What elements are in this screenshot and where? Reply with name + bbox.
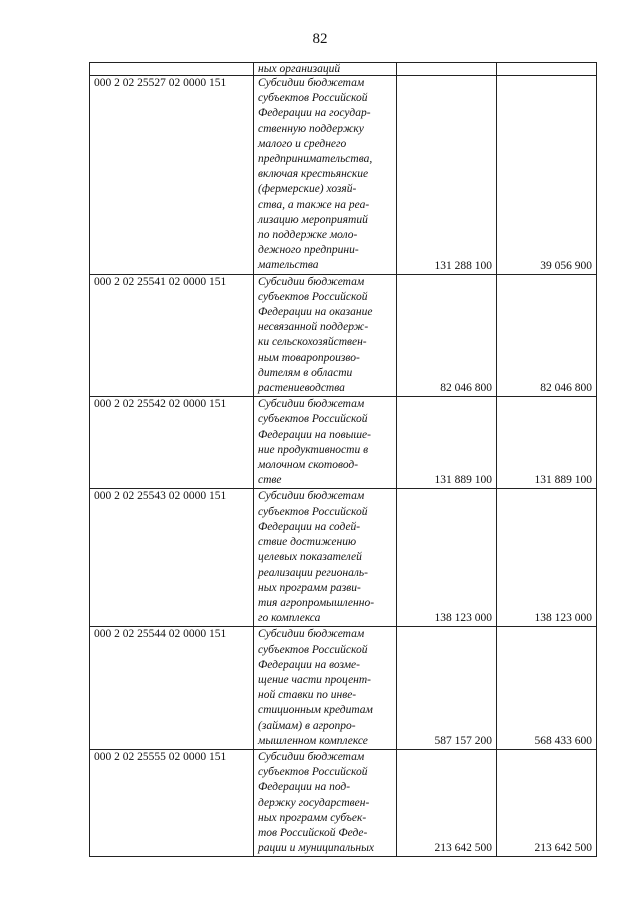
value2-cell: 39 056 900 [497,76,597,275]
value2-cell [497,63,597,76]
value2-cell: 213 642 500 [497,749,597,856]
code-cell: 000 2 02 25527 02 0000 151 [90,76,254,275]
value1-cell [397,63,497,76]
table-row [90,274,597,397]
value2-cell: 568 433 600 [497,627,597,750]
name-cell: Субсидии бюджетам субъектов Российской Федерации на оказание несвязанной поддерж- ки сельскохозяйствен- ным товаропроизво- дителям в области растениеводства [254,274,397,397]
value2-cell: 138 123 000 [497,489,597,627]
table-row [90,489,597,627]
value1-cell: 131 288 100 [397,76,497,275]
name-cell: Субсидии бюджетам субъектов Российской Федерации на содей- ствие достижению целевых показателей реализации региональ- ных программ разви- тия агропромышленно- го комплекса [254,489,397,627]
table-row [90,76,597,275]
name-cell: Субсидии бюджетам субъектов Российской Федерации на государ- ственную поддержку малого и среднего предпринимательства, включая крестьянские (фермерские) хозяй- ства, а также на реа- лизацию мероприятий по поддержке моло- дежного предприни- мательства [254,76,397,275]
table-row [90,397,597,489]
value1-cell: 213 642 500 [397,749,497,856]
budget-table [89,62,597,857]
name-cell: ных организаций [254,63,397,76]
code-cell: 000 2 02 25541 02 0000 151 [90,274,254,397]
value1-cell: 131 889 100 [397,397,497,489]
page-number: 82 [312,31,328,47]
name-cell: Субсидии бюджетам субъектов Российской Федерации на возме- щение части процент- ной ставки по инве- стиционным кредитам (займам) в агропро- мышленном комплексе [254,627,397,750]
code-cell: 000 2 02 25542 02 0000 151 [90,397,254,489]
value1-cell: 587 157 200 [397,627,497,750]
name-cell: Субсидии бюджетам субъектов Российской Федерации на под- держку государствен- ных программ субъек- тов Российской Феде- рации и муниципальных [254,749,397,856]
value2-cell: 131 889 100 [497,397,597,489]
value1-cell: 82 046 800 [397,274,497,397]
code-cell [90,63,254,76]
value1-cell: 138 123 000 [397,489,497,627]
value2-cell: 82 046 800 [497,274,597,397]
code-cell: 000 2 02 25544 02 0000 151 [90,627,254,750]
table-row [90,627,597,750]
code-cell: 000 2 02 25543 02 0000 151 [90,489,254,627]
table-row [90,749,597,856]
table-row-continued [90,63,597,76]
name-cell: Субсидии бюджетам субъектов Российской Федерации на повыше- ние продуктивности в молочном скотовод- стве [254,397,397,489]
code-cell: 000 2 02 25555 02 0000 151 [90,749,254,856]
